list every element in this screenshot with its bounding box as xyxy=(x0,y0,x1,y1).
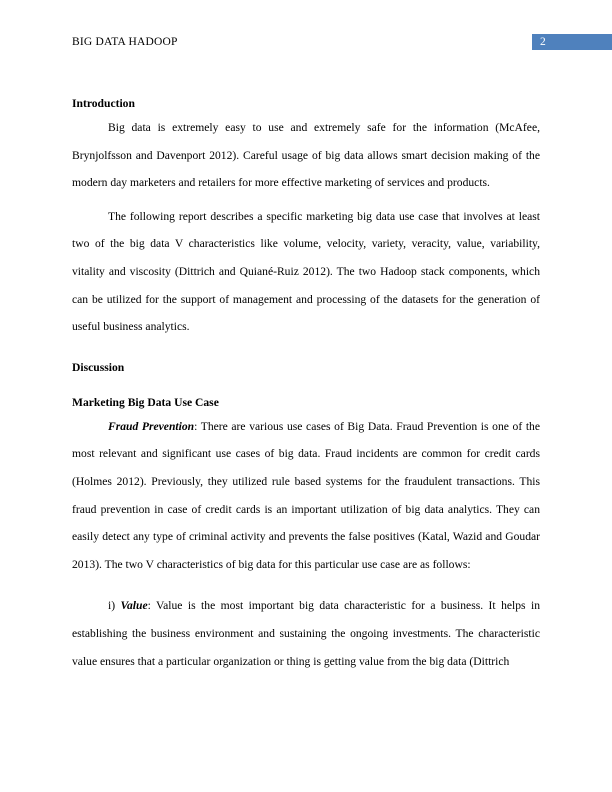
fraud-prevention-paragraph xyxy=(72,413,540,579)
page-number: 2 xyxy=(532,34,612,50)
running-header-title: BIG DATA HADOOP xyxy=(72,36,178,48)
fraud-prevention-text: : There are various use cases of Big Data. Fraud Prevention is one of the most relevant and significant use cases of big data. Fraud incidents are common for credit cards (Holmes 2012). Previously, they utilized rule based systems for the fraudulent transactions. This fraud prevention in case of credit cards is an important utilization of big data analytics. They can easily detect any type of criminal activity and prevents the false positives (Katal, Wazid and Goudar 2013). The two V characteristics of big data for this particular use case are as follows: xyxy=(72,419,540,571)
value-text: : Value is the most important big data characteristic for a business. It helps in establishing the business environment and sustaining the ongoing investments. The characteristic value ensures that a particular organization or thing is getting value from the big data (Dittrich xyxy=(72,599,541,668)
value-prefix: i) xyxy=(108,599,121,613)
fraud-prevention-label: Fraud Prevention xyxy=(108,419,195,433)
document-body xyxy=(72,93,540,675)
use-case-subheading: Marketing Big Data Use Case xyxy=(72,395,219,409)
introduction-paragraph-1: Big data is extremely easy to use and extremely safe for the information (McAfee, Brynjolfsson and Davenport 2012). Careful usage of big data allows smart decision making of the modern day marketers and retailers for more effective marketing of services and products. xyxy=(72,121,540,190)
value-label: Value xyxy=(120,599,148,613)
introduction-paragraph-2: The following report describes a specific marketing big data use case that involves at least two of the big data V characteristics like volume, velocity, variety, veracity, value, variability, vitality and viscosity (Dittrich and Quiané-Ruiz 2012). The two Hadoop stack components, which can be utilized for the support of management and processing of the datasets for the generation of useful business analytics. xyxy=(72,209,540,334)
introduction-heading: Introduction xyxy=(72,97,135,110)
discussion-heading: Discussion xyxy=(72,360,125,374)
value-paragraph xyxy=(72,592,540,675)
